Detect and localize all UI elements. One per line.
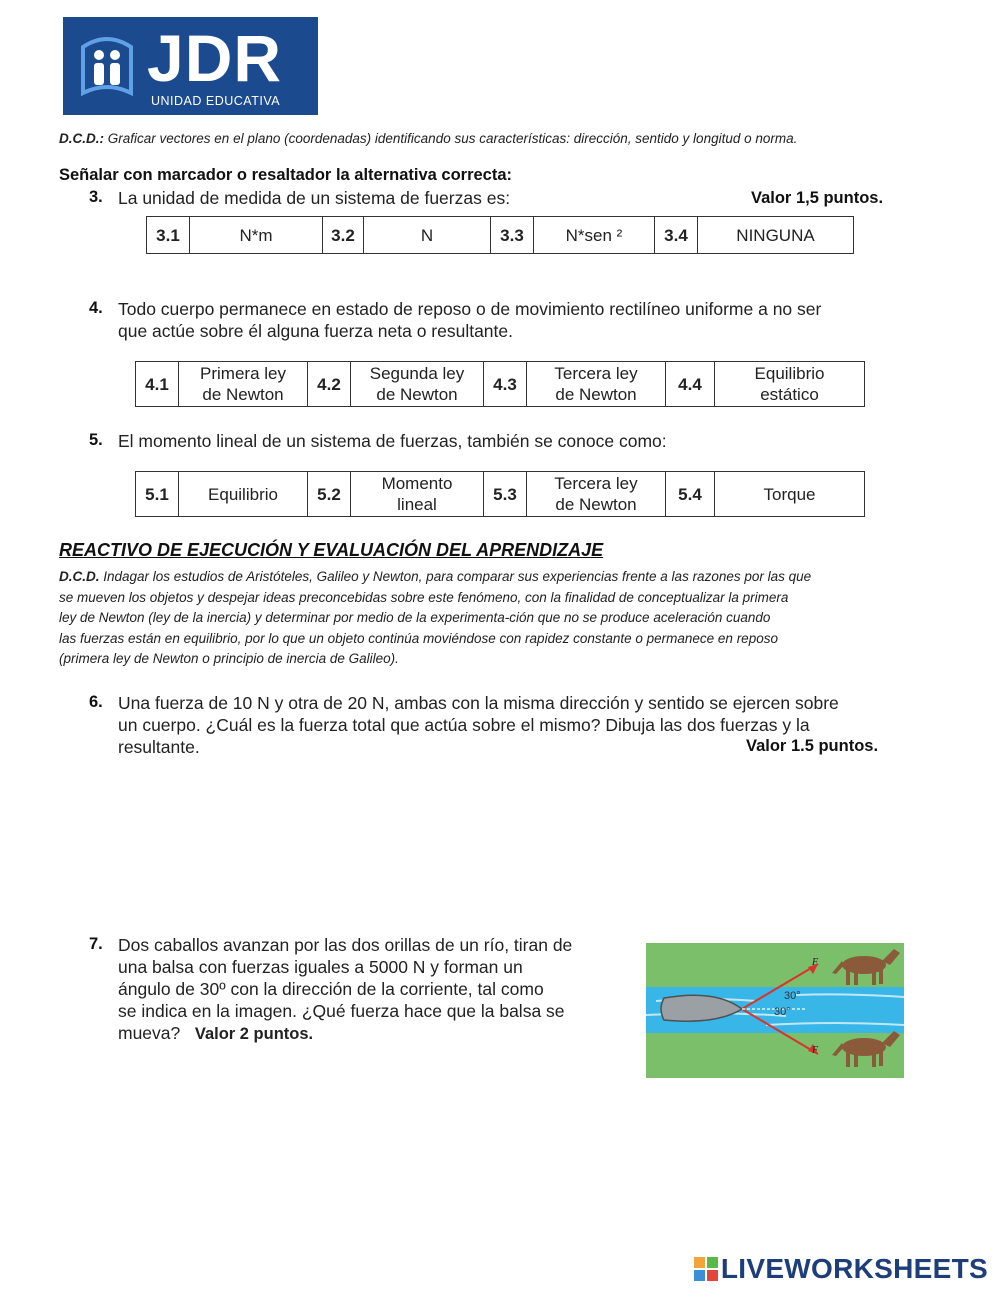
q4-option[interactable] <box>179 362 308 407</box>
q5-option-line: Equilibrio <box>208 484 278 504</box>
q4-option[interactable] <box>715 362 865 407</box>
q3-option[interactable]: N*sen ² <box>534 217 655 254</box>
q5-option[interactable] <box>351 472 484 517</box>
dcd-objective <box>59 130 939 148</box>
q5-option-line: lineal <box>397 495 437 514</box>
section-title: REACTIVO DE EJECUCIÓN Y EVALUACIÓN DEL APRENDIZAJE <box>59 540 604 560</box>
q5-option-label: 5.2 <box>308 472 351 517</box>
q7-line: se indica en la imagen. ¿Qué fuerza hace que la balsa se <box>118 1001 565 1021</box>
q4-option-line: Segunda ley <box>369 364 465 383</box>
q5-number: 5. <box>89 431 103 449</box>
horses-raft-figure <box>646 943 904 1078</box>
q3-options-table <box>146 216 854 254</box>
q4-options-table <box>135 361 865 407</box>
force-label-lower: F <box>812 1045 819 1056</box>
q5-option[interactable] <box>715 472 865 517</box>
q4-option-line: Equilibrio <box>754 364 825 383</box>
q5-option-line: de Newton <box>555 495 637 514</box>
q6-line1: Una fuerza de 10 N y otra de 20 N, ambas con la misma dirección y sentido se ejercen sobre <box>118 693 839 713</box>
section-dcd-line: ley de Newton (ley de la inercia) y determinar por medio de la experimenta-ción que no se produce aceleración cuando <box>59 610 771 626</box>
q3-option-label: 3.2 <box>323 217 364 254</box>
q4-line1: Todo cuerpo permanece en estado de reposo o de movimiento rectilíneo uniforme a no ser <box>118 299 822 319</box>
q3-option[interactable]: NINGUNA <box>698 217 854 254</box>
section-dcd-line: las fuerzas están en equilibrio, por lo que un objeto continúa moviéndose con rapidez constante o permanece en reposo <box>59 630 778 646</box>
q7-line: mueva? <box>118 1023 181 1043</box>
dcd-label: D.C.D.: <box>59 131 104 146</box>
school-logo <box>63 17 318 115</box>
liveworksheets-icon <box>694 1257 718 1281</box>
q4-line2: que actúe sobre él alguna fuerza neta o resultante. <box>118 321 513 341</box>
q7-line: una balsa con fuerzas iguales a 5000 N y forman un <box>118 957 523 977</box>
q7-value: Valor 2 puntos. <box>194 1025 314 1043</box>
q7-line: ángulo de 30º con la dirección de la corriente, tal como <box>118 979 544 999</box>
q3-option[interactable]: N*m <box>190 217 323 254</box>
q4-option-line: de Newton <box>376 385 458 404</box>
q4-option-label: 4.4 <box>666 362 715 407</box>
q6-line2: un cuerpo. ¿Cuál es la fuerza total que actúa sobre el mismo? Dibuja las dos fuerzas y la <box>118 715 810 735</box>
q4-number: 4. <box>89 299 103 317</box>
liveworksheets-text: LIVEWORKSHEETS <box>720 1253 988 1284</box>
q7-line: Dos caballos avanzan por las dos orillas de un río, tiran de <box>118 935 573 955</box>
q3-option-label: 3.4 <box>655 217 698 254</box>
q4-option-line: de Newton <box>202 385 284 404</box>
q3-number: 3. <box>89 188 103 206</box>
q4-option-line: Primera ley <box>200 364 286 383</box>
section-dcd-line: Indagar los estudios de Aristóteles, Galileo y Newton, para comparar sus experiencias frente a las razones por las que <box>103 569 812 584</box>
logo-subtitle: UNIDAD EDUCATIVA <box>151 94 281 108</box>
q7-number: 7. <box>89 935 103 953</box>
section-dcd <box>59 567 949 670</box>
q4-option-line: estático <box>760 385 819 404</box>
q4-option[interactable] <box>527 362 666 407</box>
q4-option-label: 4.2 <box>308 362 351 407</box>
q7-last-line <box>118 1022 313 1045</box>
q3-option-label: 3.3 <box>491 217 534 254</box>
q5-option-line: Momento <box>381 474 453 493</box>
q6-number: 6. <box>89 693 103 711</box>
q5-option[interactable] <box>179 472 308 517</box>
q3-option[interactable]: N <box>364 217 491 254</box>
q3-value: Valor 1,5 puntos. <box>751 189 884 207</box>
q6-line3: resultante. <box>118 737 200 757</box>
reader-people-icon <box>77 33 137 97</box>
q3-option-label: 3.1 <box>147 217 190 254</box>
q4-option-line: Tercera ley <box>554 364 638 383</box>
q5-options-table <box>135 471 865 517</box>
logo-text: JDR <box>147 21 283 95</box>
q5-option-label: 5.3 <box>484 472 527 517</box>
q4-option-line: de Newton <box>555 385 637 404</box>
q5-text: El momento lineal de un sistema de fuerzas, también se conoce como: <box>118 431 667 451</box>
q5-option[interactable] <box>527 472 666 517</box>
angle-label-upper: 30° <box>784 990 801 1002</box>
section-dcd-label: D.C.D. <box>59 569 100 584</box>
force-label-upper: F <box>812 957 819 968</box>
q6-value: Valor 1.5 puntos. <box>746 737 879 755</box>
q5-option-label: 5.1 <box>136 472 179 517</box>
liveworksheets-logo <box>694 1253 988 1285</box>
section-dcd-line: se mueven los objetos y despejar ideas preconcebidas sobre este fenómeno, con la finalidad de conceptualizar la primera <box>59 589 789 605</box>
q5-option-label: 5.4 <box>666 472 715 517</box>
q3-text: La unidad de medida de un sistema de fuerzas es: <box>118 188 511 208</box>
instruction: Señalar con marcador o resaltador la alternativa correcta: <box>59 166 513 184</box>
q4-option-label: 4.1 <box>136 362 179 407</box>
q5-option-line: Torque <box>763 484 816 504</box>
q5-option-line: Tercera ley <box>554 474 638 493</box>
dcd-text: Graficar vectores en el plano (coordenadas) identificando sus características: dirección, sentido y longitud o norma. <box>107 131 798 146</box>
q4-option-label: 4.3 <box>484 362 527 407</box>
q4-option[interactable] <box>351 362 484 407</box>
section-dcd-line: (primera ley de Newton o principio de inercia de Galileo). <box>59 651 399 667</box>
angle-label-lower: 30° <box>774 1006 791 1018</box>
